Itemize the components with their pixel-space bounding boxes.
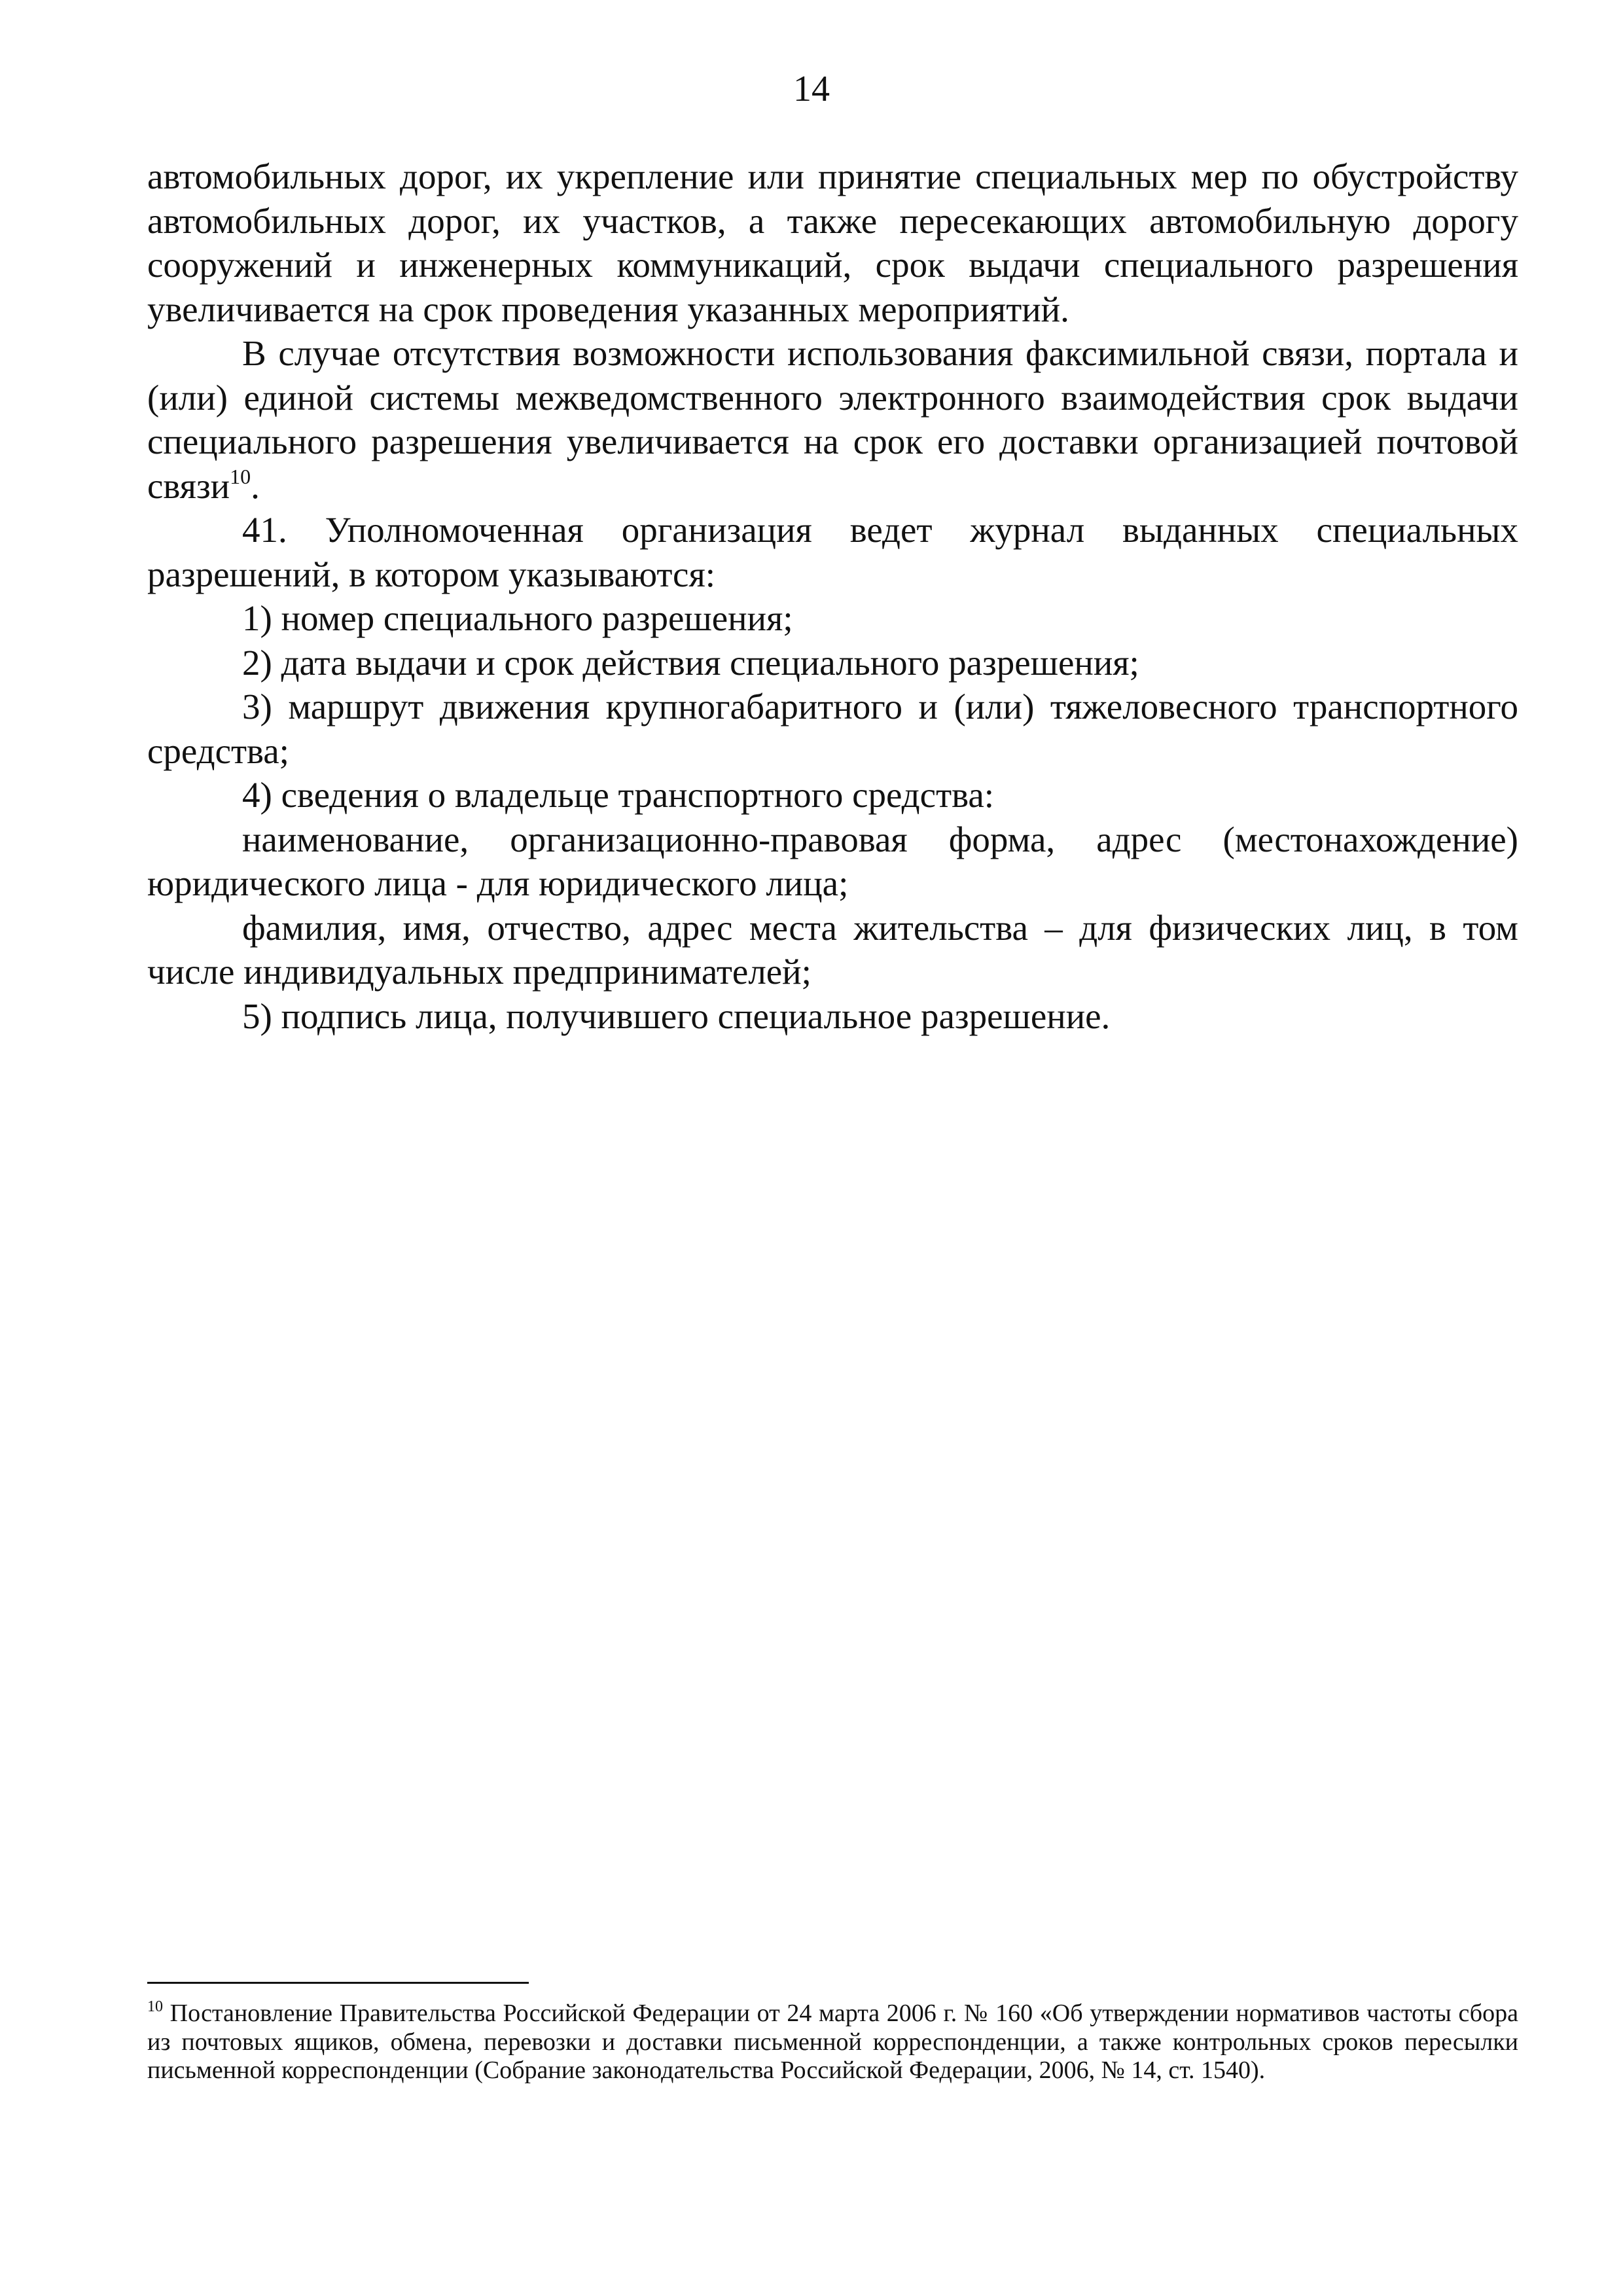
list-item-4-legal-entity: наименование, организационно-правовая форма, адрес (местонахождение) юридического лица - для юридического лица; — [147, 819, 1518, 903]
list-item-4-individual: фамилия, имя, отчество, адрес места жительства – для физических лиц, в том числе индивидуальных предпринимателей; — [147, 907, 1518, 992]
footnote-divider — [147, 1982, 529, 1984]
list-item-4: 4) сведения о владельце транспортного средства: — [242, 775, 995, 815]
footnote-text: Постановление Правительства Российской Федерации от 24 марта 2006 г. № 160 «Об утверждении нормативов частоты сбора из почтовых ящиков, обмена, перевозки и доставки письменной корреспонденции, а также контрольных сроков пересылки письменной корреспонденции (Собрание законодательства Российской Федерации, 2006, № 14, ст. 1540). — [147, 2000, 1518, 2084]
list-item-3: 3) маршрут движения крупногабаритного и (или) тяжеловесного транспортного средства; — [147, 687, 1518, 771]
footnote-reference[interactable]: 10 — [230, 464, 251, 488]
footnote-marker: 10 — [147, 1998, 163, 2015]
list-item-1: 1) номер специального разрешения; — [242, 598, 793, 638]
paragraph-end: . — [251, 465, 260, 506]
paragraph-text: В случае отсутствия возможности использования факсимильной связи, портала и (или) единой системы межведомственного электронного взаимодействия срок выдачи специального разрешения увеличивается на срок его доставки организацией почтовой связи — [147, 333, 1518, 506]
paragraph-continuation: автомобильных дорог, их укрепление или принятие специальных мер по обустройству автомобильных дорог, их участков, а также пересекающих автомобильную дорогу сооружений и инженерных коммуникаций, срок выдачи специального разрешения увеличивается на срок проведения указанных мероприятий. — [147, 156, 1518, 329]
paragraph-postal-delivery — [147, 331, 1518, 508]
footnote — [147, 2000, 1518, 2085]
list-item-2: 2) дата выдачи и срок действия специального разрешения; — [242, 642, 1139, 683]
paragraph-item-41: 41. Уполномоченная организация ведет журнал выданных специальных разрешений, в котором указываются: — [147, 510, 1518, 594]
list-item-5: 5) подпись лица, получившего специальное разрешение. — [242, 996, 1111, 1036]
page-number: 14 — [793, 69, 830, 109]
document-body — [147, 154, 1518, 1038]
